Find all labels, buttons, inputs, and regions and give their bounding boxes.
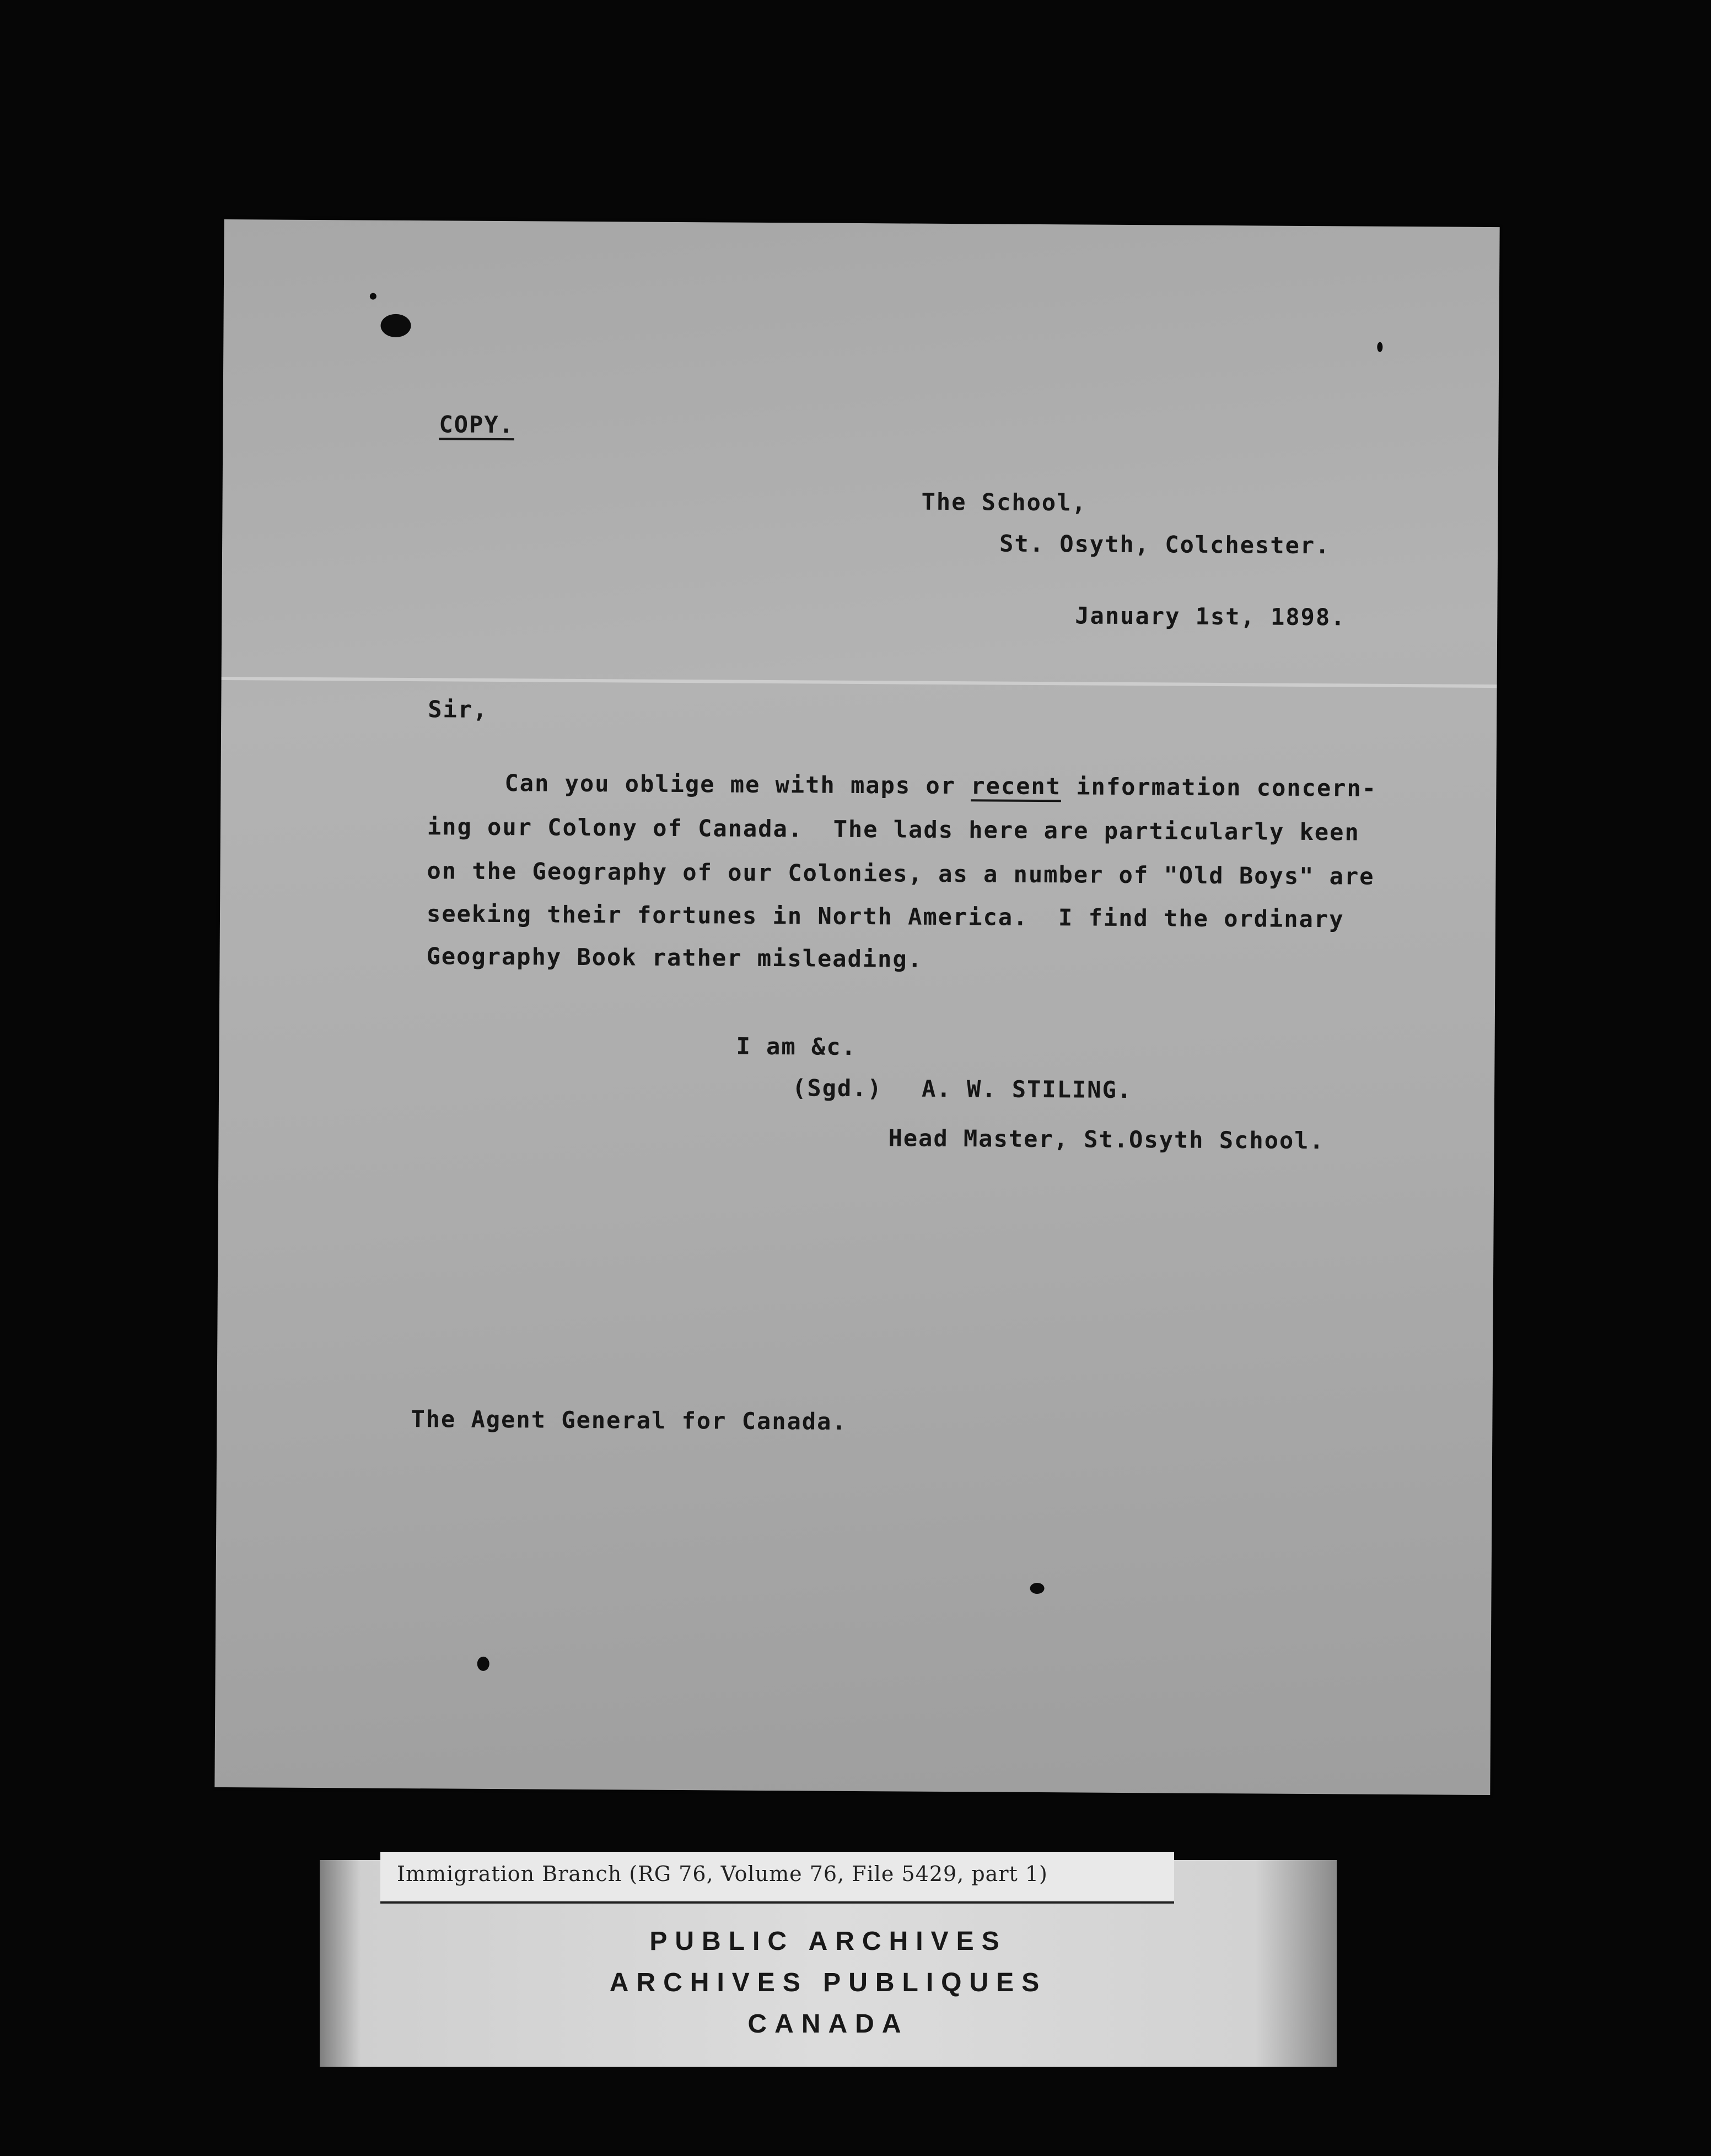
signatory-title: Head Master, St.Osyth School. (888, 1124, 1325, 1155)
ink-spot (1030, 1583, 1045, 1594)
body-line-1 (504, 769, 1377, 802)
letter-page (214, 219, 1499, 1795)
body-line-2: ing our Colony of Canada. The lads here are particularly keen (427, 813, 1360, 846)
copy-heading: COPY. (439, 411, 515, 439)
file-reference: Immigration Branch (RG 76, Volume 76, File 5429, part 1) (397, 1862, 1048, 1886)
archive-label (320, 1860, 1337, 2067)
body-line-4: seeking their fortunes in North America. I find the ordinary (426, 900, 1344, 933)
body-line-5: Geography Book rather misleading. (426, 942, 923, 973)
archive-stamp-line-3: CANADA (747, 2009, 909, 2039)
ink-spot (1377, 342, 1382, 352)
signed-prefix: (Sgd.) (792, 1074, 883, 1102)
closing: I am &c. (736, 1032, 857, 1060)
salutation: Sir, (428, 696, 488, 723)
body-text: information concern- (1061, 773, 1378, 802)
address-line-2: St. Osyth, Colchester. (999, 530, 1331, 559)
page-fold-line (222, 677, 1497, 688)
ink-spot (370, 293, 376, 300)
letter-date: January 1st, 1898. (1075, 602, 1346, 631)
archive-stamp-line-1: PUBLIC ARCHIVES (649, 1927, 1007, 1956)
address-line-1: The School, (921, 488, 1087, 516)
signatory-name: A. W. STILING. (921, 1075, 1133, 1104)
body-text: Can you oblige me with maps or (504, 769, 971, 800)
file-reference-tab (380, 1852, 1174, 1904)
ink-blot (380, 314, 411, 337)
body-line-3: on the Geography of our Colonies, as a number of "Old Boys" are (427, 857, 1375, 890)
ink-spot (477, 1657, 489, 1671)
underlined-word: recent (971, 772, 1062, 800)
recipient: The Agent General for Canada. (411, 1405, 847, 1435)
archive-stamp-line-2: ARCHIVES PUBLIQUES (609, 1968, 1047, 1997)
